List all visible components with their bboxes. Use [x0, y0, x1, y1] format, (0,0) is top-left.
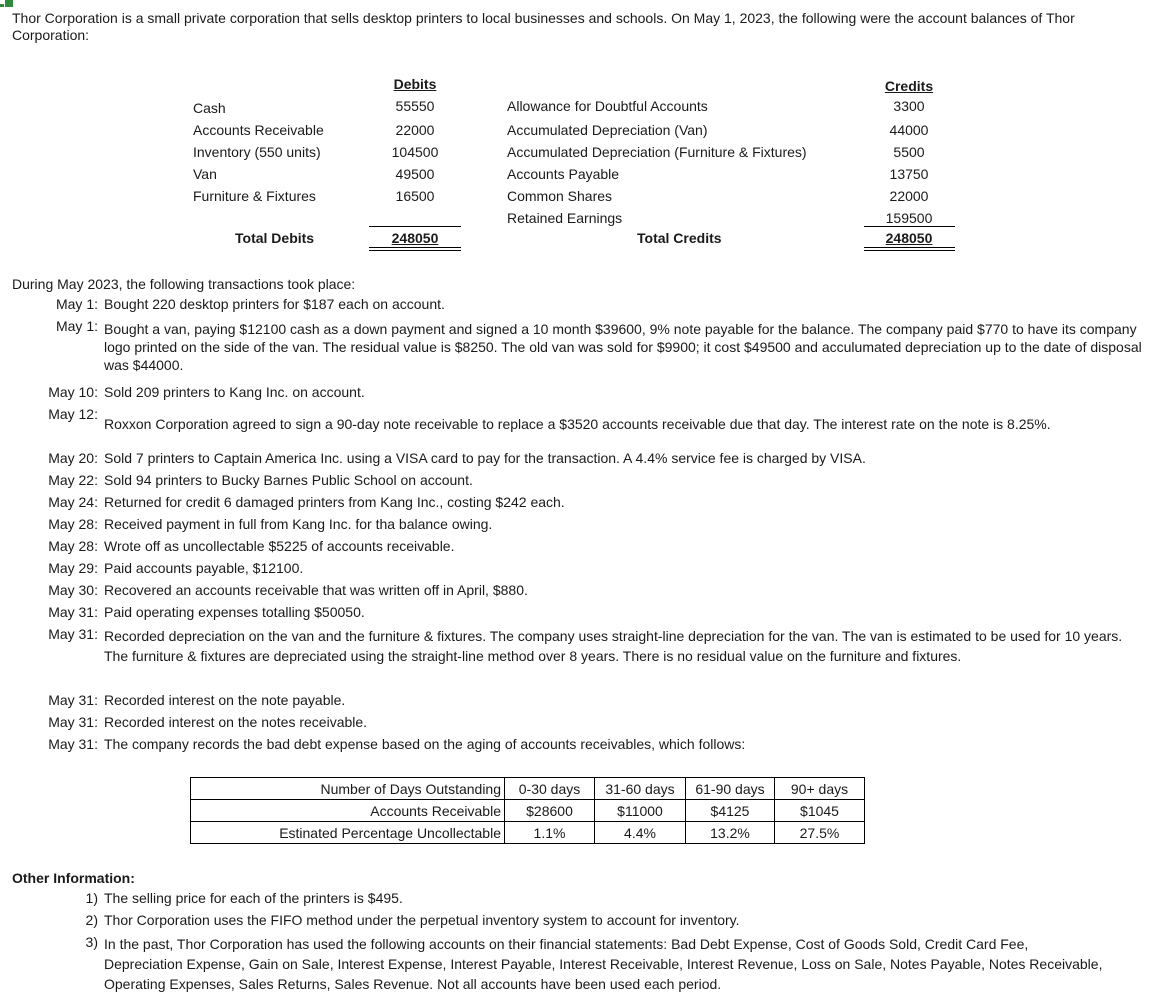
credit-account: Common Shares — [507, 188, 613, 204]
other-item-number: 2) — [85, 912, 98, 928]
aging-cell: 13.2% — [686, 822, 775, 844]
transaction-text: Recorded interest on the note payable. — [104, 692, 346, 708]
table-row — [191, 822, 865, 844]
transaction-text: Received payment in full from Kang Inc. for tha balance owing. — [104, 516, 493, 532]
transaction-date: May 31: — [48, 736, 98, 752]
transaction-text: Bought a van, paying $12100 cash as a down payment and signed a 10 month $39600, 9% note payable for the balance. The company paid $770 to have its company logo printed on the side of the van. The residual value is $8250. The old van was sold for $9900; it cost $49500 and acculumated depreciation up to the date of disposal was $44000. — [104, 321, 1142, 373]
transaction-text: Recovered an accounts receivable that was written off in April, $880. — [104, 582, 528, 598]
debit-amount: 16500 — [395, 188, 435, 204]
debit-account: Furniture & Fixtures — [193, 188, 316, 204]
cell-selection-marker — [0, 0, 14, 8]
aging-cell: 1.1% — [505, 822, 595, 844]
transactions-intro: During May 2023, the following transactions took place: — [12, 276, 356, 292]
debit-amount: 49500 — [395, 166, 435, 182]
debit-amount: 22000 — [395, 122, 435, 138]
transaction-date: May 31: — [48, 626, 98, 642]
debits-header: Debits — [393, 76, 437, 92]
debit-amount: 104500 — [391, 144, 439, 160]
aging-cell: 61-90 days — [686, 778, 775, 800]
transaction-date: May 31: — [48, 714, 98, 730]
transaction-text: Bought 220 desktop printers for $187 each on account. — [104, 296, 445, 312]
aging-cell: 0-30 days — [505, 778, 595, 800]
transaction-date: May 24: — [48, 494, 98, 510]
transaction-text: Sold 209 printers to Kang Inc. on account. — [104, 384, 365, 400]
transaction-date: May 31: — [48, 692, 98, 708]
credit-amount: 22000 — [889, 188, 929, 204]
aging-table — [190, 777, 865, 844]
aging-row-label: Number of Days Outstanding — [191, 778, 505, 800]
transaction-text: Wrote off as uncollectable $5225 of accounts receivable. — [104, 538, 455, 554]
transaction-text: Paid operating expenses totalling $50050. — [104, 604, 365, 620]
transaction-date: May 1: — [55, 318, 98, 334]
other-item-number: 1) — [85, 890, 98, 906]
aging-cell: 4.4% — [595, 822, 686, 844]
transaction-date: May 29: — [48, 560, 98, 576]
total-credits-label: Total Credits — [637, 230, 722, 246]
total-credits-value: 248050 — [885, 230, 933, 246]
credit-amount: 159500 — [885, 210, 933, 226]
credits-header: Credits — [884, 78, 934, 94]
transaction-text: Recorded interest on the notes receivable. — [104, 714, 368, 730]
transaction-date: May 22: — [48, 472, 98, 488]
credit-account: Retained Earnings — [507, 210, 623, 226]
aging-row-label: Estinated Percentage Uncollectable — [191, 822, 505, 844]
aging-cell: $1045 — [775, 800, 865, 822]
transaction-date: May 20: — [48, 450, 98, 466]
aging-cell: $11000 — [595, 800, 686, 822]
credits-double-rule-2 — [864, 250, 955, 251]
debit-account: Cash — [193, 100, 226, 116]
other-item-text: Thor Corporation uses the FIFO method under the perpetual inventory system to account for inventory. — [104, 912, 740, 928]
aging-cell: 90+ days — [775, 778, 865, 800]
credit-amount: 5500 — [893, 144, 925, 160]
credit-account: Accumulated Depreciation (Furniture & Fixtures) — [507, 144, 807, 160]
debit-amount: 55550 — [395, 98, 435, 114]
credit-amount: 13750 — [889, 166, 929, 182]
transaction-text: Recorded depreciation on the van and the furniture & fixtures. The company uses straight-line depreciation for the van. The van is estimated to be used for 10 years. The furniture & fixtures are depreciated using the straight-line method over 8 years. There is no residual value on the furniture and fixtures. — [104, 628, 1123, 664]
transaction-text: Paid accounts payable, $12100. — [104, 560, 304, 576]
transaction-date: May 30: — [48, 582, 98, 598]
intro-text: Thor Corporation is a small private corporation that sells desktop printers to local businesses and schools. On May 1, 2023, the following were the account balances of Thor Corporation: — [12, 10, 1075, 43]
aging-row-label: Accounts Receivable — [191, 800, 505, 822]
transaction-text: Sold 94 printers to Bucky Barnes Public School on account. — [104, 472, 473, 488]
other-item-text: In the past, Thor Corporation has used the following accounts on their financial statements: Bad Debt Expense, Cost of Goods Sold, Credit Card Fee, Depreciation Expense, Gain on Sale, Interest Expense, Interest Payable, Interest Receivable, Interest Revenue, Loss on Sale, Notes Payable, Notes Receivable, Operating Expenses, Sales Returns, Sales Revenue. Not all accounts have been used each period. — [104, 936, 1103, 992]
aging-cell: 27.5% — [775, 822, 865, 844]
debit-account: Van — [193, 166, 217, 182]
credit-amount: 44000 — [889, 122, 929, 138]
credit-account: Accumulated Depreciation (Van) — [507, 122, 708, 138]
debit-account: Accounts Receivable — [193, 122, 324, 138]
total-debits-label: Total Debits — [235, 230, 315, 246]
transaction-text: Roxxon Corporation agreed to sign a 90-day note receivable to replace a $3520 accounts receivable due that day. The interest rate on the note is 8.25%. — [104, 416, 1051, 432]
transaction-text: Returned for credit 6 damaged printers from Kang Inc., costing $242 each. — [104, 494, 565, 510]
transaction-date: May 12: — [48, 406, 98, 422]
table-row — [191, 778, 865, 800]
debits-double-rule-2 — [369, 250, 461, 251]
other-item-number: 3) — [85, 934, 98, 950]
debits-double-rule-1 — [369, 247, 461, 248]
credit-account: Allowance for Doubtful Accounts — [507, 98, 708, 114]
aging-cell: $28600 — [505, 800, 595, 822]
credit-account: Accounts Payable — [507, 166, 620, 182]
debit-account: Inventory (550 units) — [193, 144, 321, 160]
transaction-text: Sold 7 printers to Captain America Inc. using a VISA card to pay for the transaction. A 4.4% service fee is charged by VISA. — [104, 450, 866, 466]
debits-total-rule — [369, 226, 461, 227]
total-debits-value: 248050 — [391, 230, 439, 246]
transaction-date: May 10: — [48, 384, 98, 400]
transaction-date: May 28: — [48, 538, 98, 554]
transaction-text: The company records the bad debt expense based on the aging of accounts receivables, which follows: — [104, 736, 746, 752]
aging-cell: 31-60 days — [595, 778, 686, 800]
other-item-text: The selling price for each of the printers is $495. — [104, 890, 403, 906]
transaction-date: May 1: — [55, 296, 98, 312]
transaction-date: May 28: — [48, 516, 98, 532]
credits-double-rule-1 — [864, 247, 955, 248]
transaction-date: May 31: — [48, 604, 98, 620]
credit-amount: 3300 — [893, 98, 925, 114]
other-info-heading: Other Information: — [12, 870, 135, 886]
aging-cell: $4125 — [686, 800, 775, 822]
table-row — [191, 800, 865, 822]
credits-total-rule — [864, 226, 955, 227]
